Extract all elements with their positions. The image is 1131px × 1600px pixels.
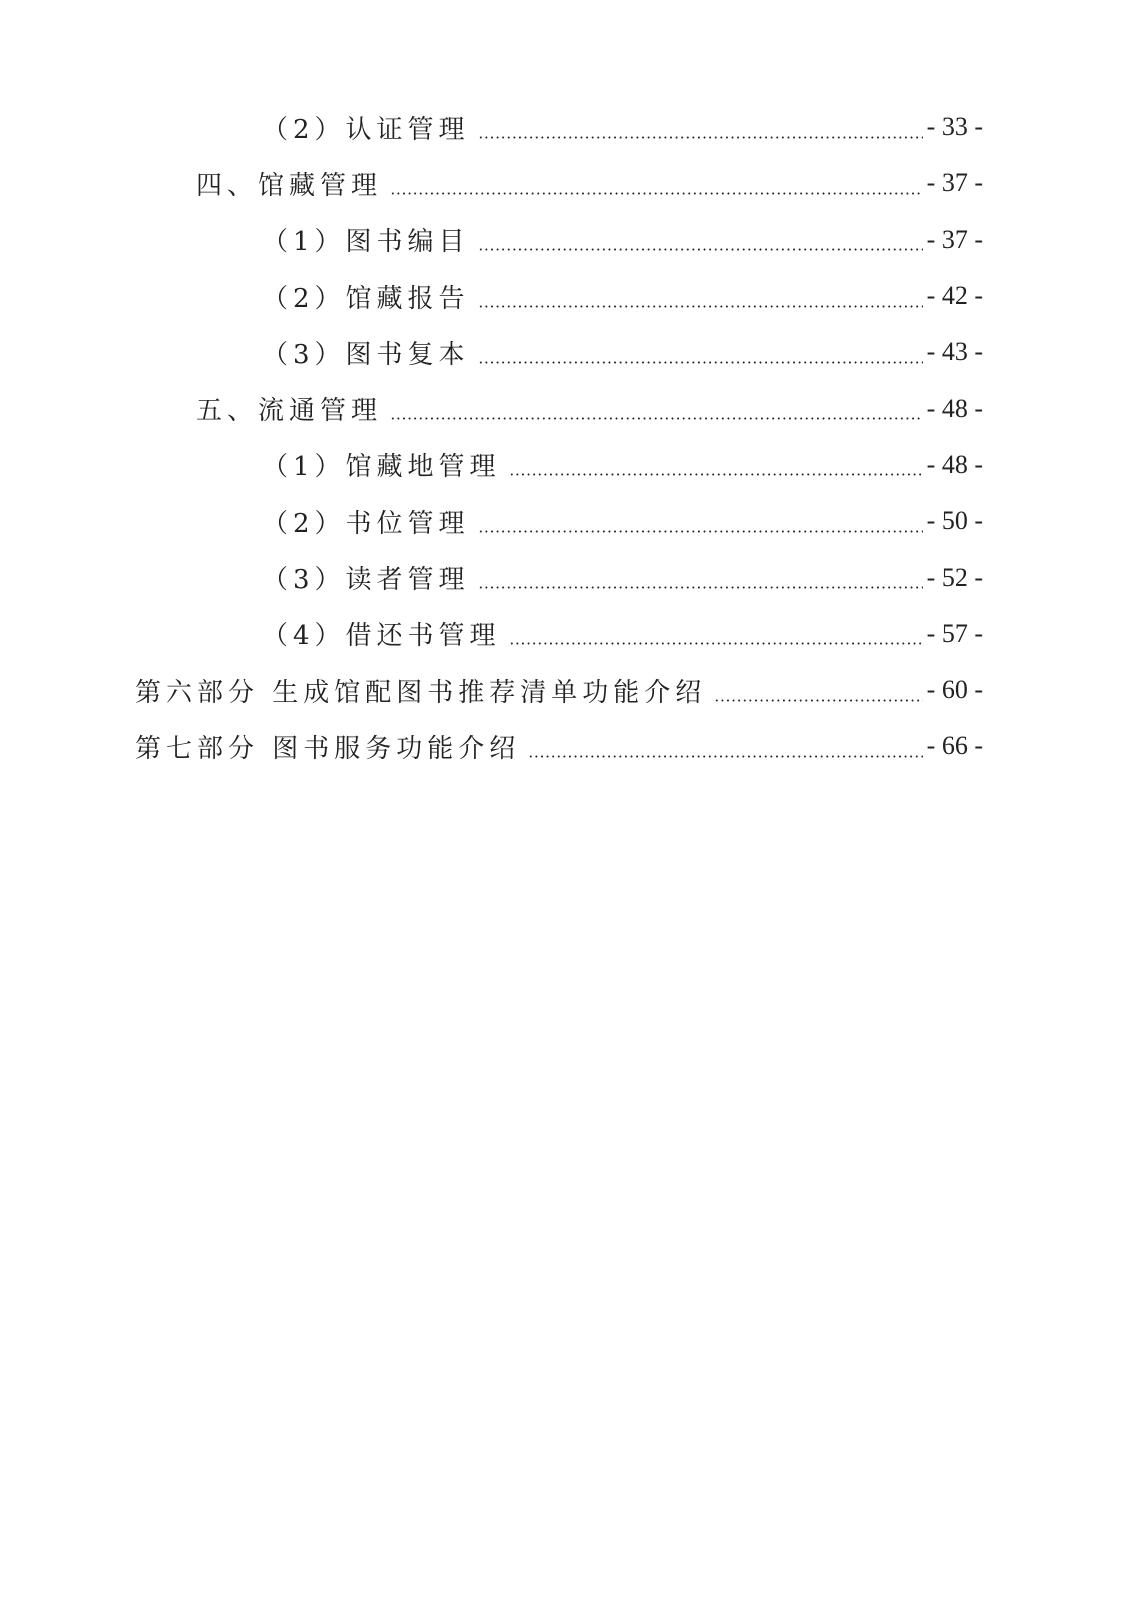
toc-leader-dots: [478, 136, 923, 139]
toc-entry-title: 第六部分 生成馆配图书推荐清单功能介绍: [135, 677, 707, 708]
toc-entry-title: （4）借还书管理: [262, 621, 501, 652]
toc-entry-page: - 37 -: [926, 224, 983, 254]
toc-entry[interactable]: [0, 324, 1131, 380]
toc-entry[interactable]: [0, 549, 1131, 605]
toc-entry-title: （1）馆藏地管理: [262, 452, 501, 483]
toc-entry[interactable]: [0, 212, 1131, 268]
toc-leader-dots: [478, 305, 923, 308]
toc-entry-page: - 48 -: [926, 393, 983, 423]
toc-entry-title: （2）馆藏报告: [262, 283, 470, 314]
toc-entry-page: - 50 -: [926, 506, 983, 536]
toc-entry-title: （2）认证管理: [262, 114, 470, 145]
toc-entry-title: （2）书位管理: [262, 508, 470, 539]
toc-entry-page: - 43 -: [926, 337, 983, 367]
toc-entry[interactable]: [0, 155, 1131, 211]
toc-entry-title: （3）读者管理: [262, 565, 470, 596]
toc-leader-dots: [390, 417, 923, 420]
toc-entry-page: - 52 -: [926, 562, 983, 592]
toc-leader-dots: [478, 586, 923, 589]
toc-leader-dots: [478, 530, 923, 533]
toc-leader-dots: [509, 473, 923, 476]
toc-entry-title: 四、馆藏管理: [196, 170, 383, 201]
toc-entry-page: - 66 -: [926, 731, 983, 761]
table-of-contents: [0, 99, 1131, 775]
toc-entry[interactable]: [0, 380, 1131, 436]
toc-entry-title: （3）图书复本: [262, 339, 470, 370]
toc-leader-dots: [478, 248, 923, 251]
toc-entry[interactable]: [0, 493, 1131, 549]
toc-entry-page: - 33 -: [926, 112, 983, 142]
toc-entry-page: - 48 -: [926, 449, 983, 479]
toc-entry[interactable]: [0, 268, 1131, 324]
toc-entry-title: （1）图书编目: [262, 227, 470, 258]
toc-leader-dots: [390, 192, 923, 195]
toc-entry-title: 五、流通管理: [196, 396, 383, 427]
toc-entry[interactable]: [0, 718, 1131, 774]
toc-leader-dots: [714, 699, 922, 702]
toc-entry-page: - 42 -: [926, 281, 983, 311]
toc-entry-page: - 57 -: [926, 618, 983, 648]
toc-entry[interactable]: [0, 99, 1131, 155]
toc-leader-dots: [528, 755, 922, 758]
toc-entry-page: - 60 -: [926, 675, 983, 705]
toc-entry[interactable]: [0, 606, 1131, 662]
toc-leader-dots: [478, 361, 923, 364]
toc-entry[interactable]: [0, 437, 1131, 493]
toc-leader-dots: [509, 642, 923, 645]
toc-entry[interactable]: [0, 662, 1131, 718]
toc-entry-page: - 37 -: [926, 168, 983, 198]
toc-entry-title: 第七部分 图书服务功能介绍: [135, 733, 521, 764]
